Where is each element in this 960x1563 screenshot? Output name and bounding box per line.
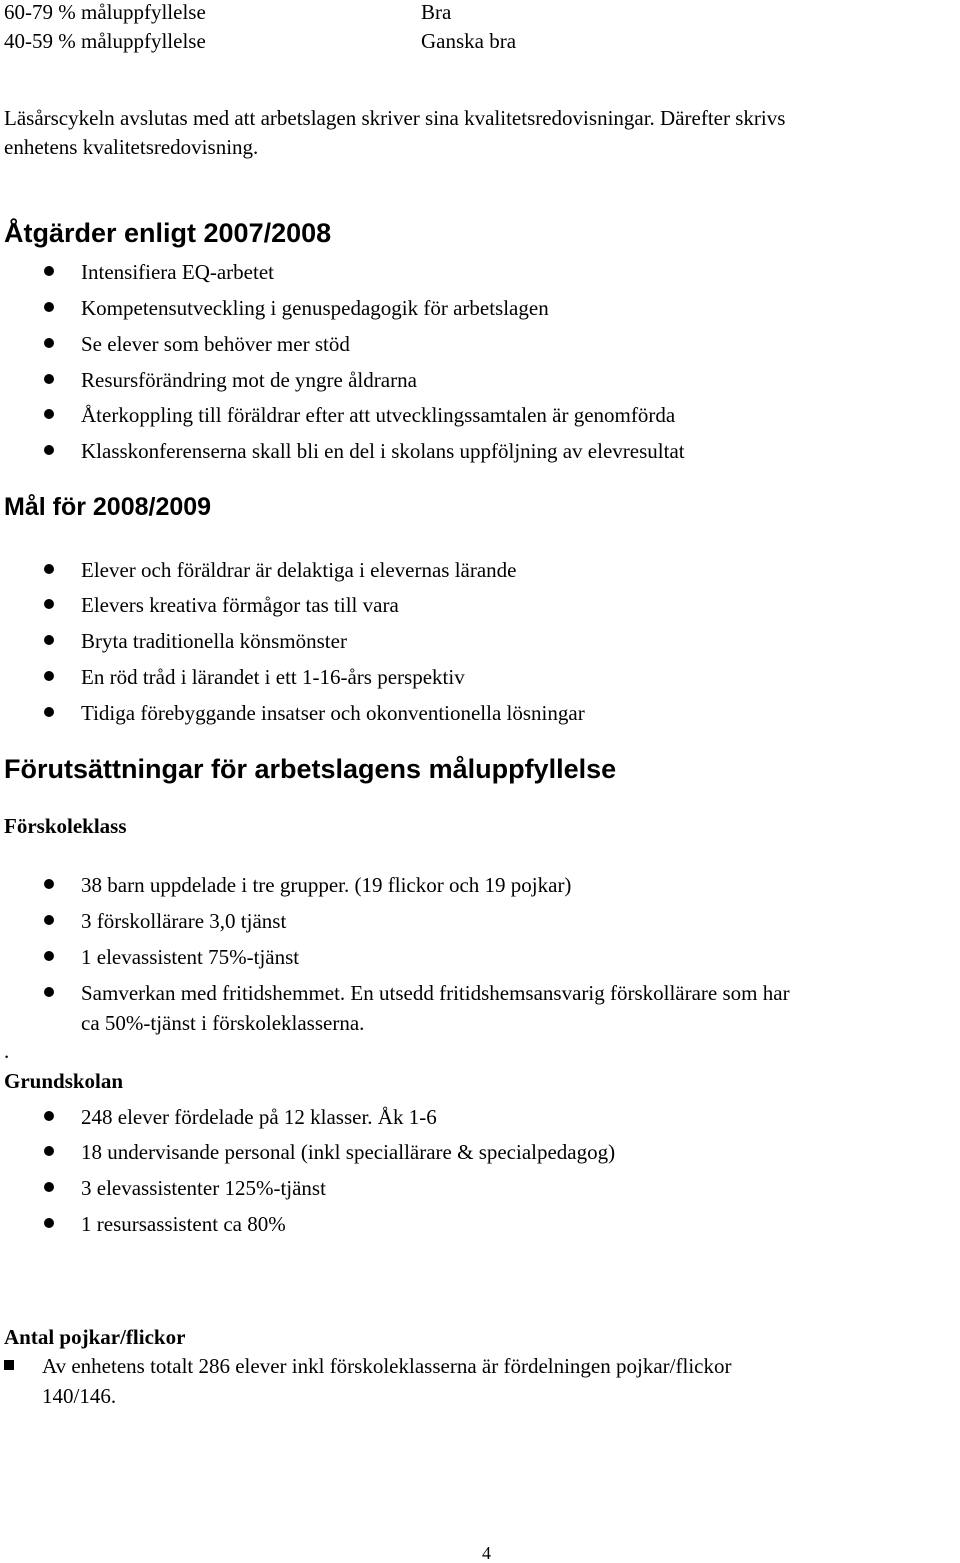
actions-heading: Åtgärder enligt 2007/2008 <box>4 218 332 248</box>
list-item: Klasskonferenserna skall bli en del i skolans uppföljning av elevresultat <box>81 439 685 463</box>
bullet-icon <box>44 445 54 455</box>
list-item: Elevers kreativa förmågor tas till vara <box>81 593 399 617</box>
bullet-icon <box>44 879 54 889</box>
list-item: 248 elever fördelade på 12 klasser. Åk 1-6 <box>81 1105 437 1129</box>
square-bullet-icon <box>4 1360 14 1370</box>
bullet-icon <box>44 266 54 276</box>
rating-grade-2: Ganska bra <box>421 29 517 53</box>
intro-line-1: Läsårscykeln avslutas med att arbetslagen skriver sina kvalitetsredovisningar. Därefter skrivs <box>4 106 786 130</box>
preschool-heading: Förskoleklass <box>4 814 127 838</box>
bullet-icon <box>44 915 54 925</box>
list-item: 3 förskollärare 3,0 tjänst <box>81 909 287 933</box>
gender-heading: Antal pojkar/flickor <box>4 1325 186 1349</box>
list-item: Tidiga förebyggande insatser och okonventionella lösningar <box>81 701 585 725</box>
bullet-icon <box>44 1146 54 1156</box>
intro-line-2: enhetens kvalitetsredovisning. <box>4 135 259 159</box>
goals-heading: Mål för 2008/2009 <box>4 493 212 521</box>
school-heading: Grundskolan <box>4 1069 124 1093</box>
gender-line-1: Av enhetens totalt 286 elever inkl förskoleklasserna är fördelningen pojkar/flickor <box>42 1354 732 1378</box>
rating-range-1: 60-79 % måluppfyllelse <box>4 0 206 24</box>
bullet-icon <box>44 1182 54 1192</box>
list-item: Resursförändring mot de yngre åldrarna <box>81 368 417 392</box>
bullet-icon <box>44 599 54 609</box>
list-item: Se elever som behöver mer stöd <box>81 332 350 356</box>
bullet-icon <box>44 564 54 574</box>
list-item: Samverkan med fritidshemmet. En utsedd fritidshemsansvarig förskollärare som har <box>81 981 790 1005</box>
bullet-icon <box>44 671 54 681</box>
page-number: 4 <box>482 1543 491 1563</box>
list-item: 1 resursassistent ca 80% <box>81 1212 286 1236</box>
list-item: En röd tråd i lärandet i ett 1-16-års perspektiv <box>81 665 465 689</box>
list-item: 3 elevassistenter 125%-tjänst <box>81 1176 326 1200</box>
list-item: Bryta traditionella könsmönster <box>81 629 347 653</box>
conditions-heading: Förutsättningar för arbetslagens måluppfyllelse <box>4 754 617 784</box>
list-item: 18 undervisande personal (inkl speciallärare & specialpedagog) <box>81 1140 616 1164</box>
rating-grade-1: Bra <box>421 0 452 24</box>
list-item: 38 barn uppdelade i tre grupper. (19 flickor och 19 pojkar) <box>81 873 572 897</box>
list-item: Kompetensutveckling i genuspedagogik för arbetslagen <box>81 296 549 320</box>
list-item: Elever och föräldrar är delaktiga i elevernas lärande <box>81 558 517 582</box>
bullet-icon <box>44 374 54 384</box>
bullet-icon <box>44 707 54 717</box>
rating-range-2: 40-59 % måluppfyllelse <box>4 29 206 53</box>
stray-dot: . <box>4 1039 10 1063</box>
list-item: Intensifiera EQ-arbetet <box>81 260 274 284</box>
list-item: Återkoppling till föräldrar efter att utvecklingssamtalen är genomförda <box>81 403 676 427</box>
bullet-icon <box>44 1111 54 1121</box>
list-item-continuation: ca 50%-tjänst i förskoleklasserna. <box>81 1011 365 1035</box>
bullet-icon <box>44 635 54 645</box>
bullet-icon <box>44 338 54 348</box>
bullet-icon <box>44 1218 54 1228</box>
bullet-icon <box>44 987 54 997</box>
gender-line-2: 140/146. <box>42 1384 117 1408</box>
bullet-icon <box>44 302 54 312</box>
list-item: 1 elevassistent 75%-tjänst <box>81 945 300 969</box>
bullet-icon <box>44 951 54 961</box>
bullet-icon <box>44 409 54 419</box>
